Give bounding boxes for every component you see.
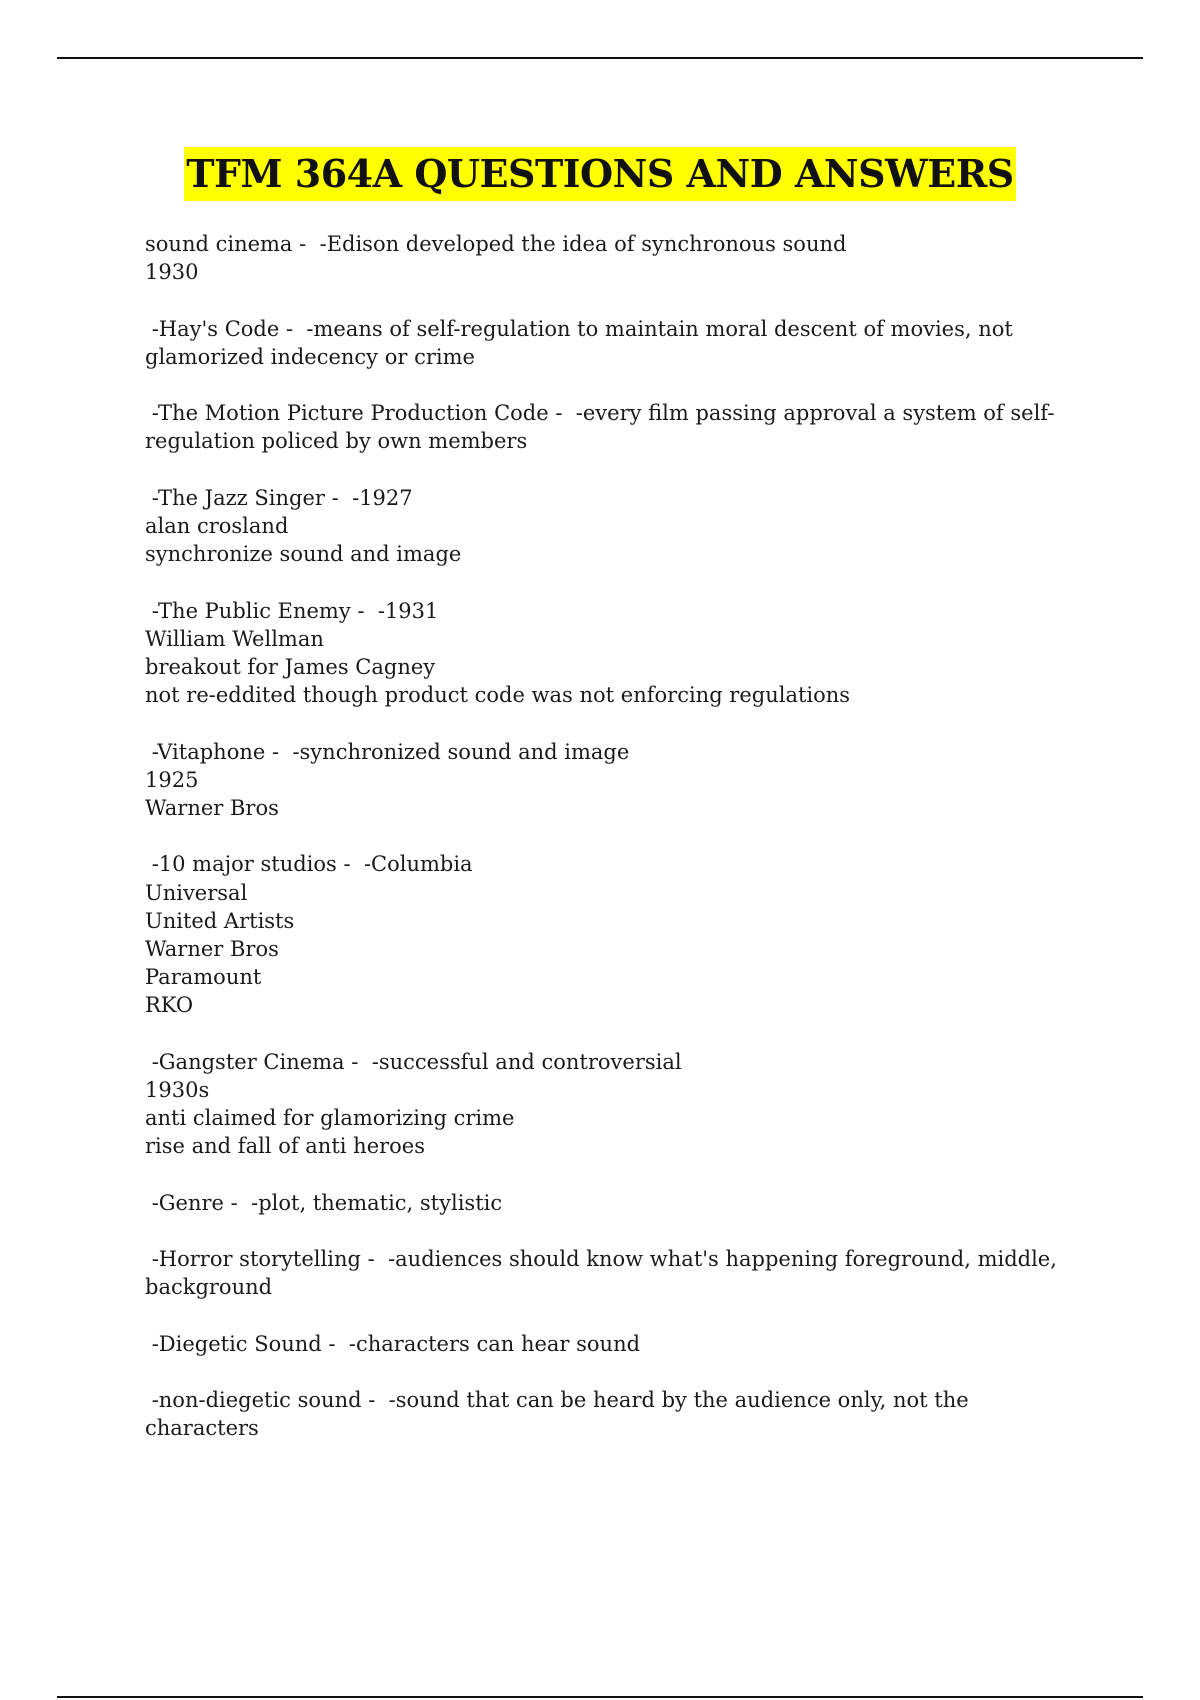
qa-entry — [145, 597, 1075, 710]
qa-term: -Vitaphone - — [145, 739, 286, 764]
qa-answer-text: -successful and controversial — [371, 1049, 682, 1074]
qa-answer-text: rise and fall of anti heroes — [145, 1134, 426, 1159]
qa-first-line — [145, 399, 1075, 455]
qa-entry — [145, 1330, 1075, 1358]
qa-answer-line — [145, 540, 1075, 568]
qa-term: -Hay's Code - — [145, 316, 300, 341]
qa-answer-text: -characters can hear sound — [348, 1331, 641, 1356]
qa-answer-line — [145, 258, 1075, 286]
qa-answer-text: -every film passing approval a system of self-regulation policed by own members — [145, 401, 1055, 454]
qa-first-line — [145, 1386, 1075, 1442]
qa-first-line — [145, 1189, 1075, 1217]
qa-answer-text: -synchronized sound and image — [292, 739, 630, 764]
qa-answer-line — [145, 935, 1075, 963]
qa-entry — [145, 738, 1075, 823]
qa-answer-text: -Columbia — [363, 852, 473, 877]
qa-answer-text: United Artists — [145, 908, 295, 933]
qa-answer-line — [145, 963, 1075, 991]
qa-entry — [145, 1386, 1075, 1442]
qa-term: -10 major studios - — [145, 852, 358, 877]
qa-entry — [145, 399, 1075, 455]
qa-entry — [145, 1048, 1075, 1161]
qa-answer-text: Warner Bros — [145, 795, 279, 820]
title-container — [0, 147, 1200, 201]
qa-term: -Gangster Cinema - — [145, 1049, 366, 1074]
qa-answer-line — [145, 794, 1075, 822]
qa-answer-text: -1931 — [377, 598, 439, 623]
qa-term: -The Jazz Singer - — [145, 485, 346, 510]
qa-answer-text: -plot, thematic, stylistic — [251, 1190, 503, 1215]
qa-answer-text: William Wellman — [145, 626, 324, 651]
qa-entry — [145, 1189, 1075, 1217]
qa-answer-line — [145, 991, 1075, 1019]
qa-answer-text: 1930 — [145, 260, 199, 285]
qa-answer-text: breakout for James Cagney — [145, 654, 436, 679]
qa-entry — [145, 1245, 1075, 1301]
qa-entry — [145, 230, 1075, 286]
qa-answer-line — [145, 681, 1075, 709]
qa-answer-line — [145, 1104, 1075, 1132]
qa-answer-line — [145, 653, 1075, 681]
qa-first-line — [145, 1048, 1075, 1076]
qa-entry — [145, 850, 1075, 1019]
qa-answer-text: -audiences should know what's happening foreground, middle, background — [145, 1247, 1064, 1300]
qa-first-line — [145, 850, 1075, 878]
qa-answer-text: not re-eddited though product code was not enforcing regulations — [145, 683, 851, 708]
qa-answer-line — [145, 1076, 1075, 1104]
qa-answer-line — [145, 766, 1075, 794]
qa-term: -The Public Enemy - — [145, 598, 372, 623]
qa-entry — [145, 484, 1075, 569]
qa-first-line — [145, 1330, 1075, 1358]
qa-first-line — [145, 315, 1075, 371]
qa-list — [145, 230, 1075, 1471]
bottom-rule — [57, 1696, 1143, 1698]
qa-answer-line — [145, 879, 1075, 907]
qa-term: -Genre - — [145, 1190, 245, 1215]
qa-first-line — [145, 230, 1075, 258]
qa-answer-text: 1925 — [145, 767, 199, 792]
qa-answer-text: -Edison developed the idea of synchronous sound — [319, 232, 847, 256]
qa-answer-text: synchronize sound and image — [145, 542, 462, 567]
qa-answer-text: Paramount — [145, 965, 262, 990]
qa-answer-text: -1927 — [352, 485, 413, 510]
qa-answer-text: 1930s — [145, 1077, 210, 1102]
qa-answer-text: -sound that can be heard by the audience only, not the characters — [145, 1388, 976, 1441]
qa-answer-line — [145, 625, 1075, 653]
qa-term: -non-diegetic sound - — [145, 1388, 382, 1413]
qa-first-line — [145, 484, 1075, 512]
qa-answer-line — [145, 1132, 1075, 1160]
qa-term: sound cinema - — [145, 232, 313, 256]
qa-answer-text: anti claimed for glamorizing crime — [145, 1106, 515, 1131]
qa-first-line — [145, 597, 1075, 625]
qa-term: -Diegetic Sound - — [145, 1331, 343, 1356]
page-title: TFM 364A QUESTIONS AND ANSWERS — [184, 147, 1016, 201]
qa-answer-line — [145, 907, 1075, 935]
qa-first-line — [145, 738, 1075, 766]
qa-answer-text: -means of self-regulation to maintain moral descent of movies, not glamorized indecency or crime — [145, 316, 1020, 369]
qa-answer-text: Universal — [145, 880, 248, 905]
qa-answer-text: RKO — [145, 993, 194, 1018]
qa-term: -Horror storytelling - — [145, 1247, 382, 1272]
qa-answer-text: Warner Bros — [145, 936, 279, 961]
qa-term: -The Motion Picture Production Code - — [145, 401, 570, 426]
qa-answer-text: alan crosland — [145, 513, 289, 538]
qa-entry — [145, 315, 1075, 371]
top-rule — [57, 57, 1143, 59]
qa-answer-line — [145, 512, 1075, 540]
qa-first-line — [145, 1245, 1075, 1301]
